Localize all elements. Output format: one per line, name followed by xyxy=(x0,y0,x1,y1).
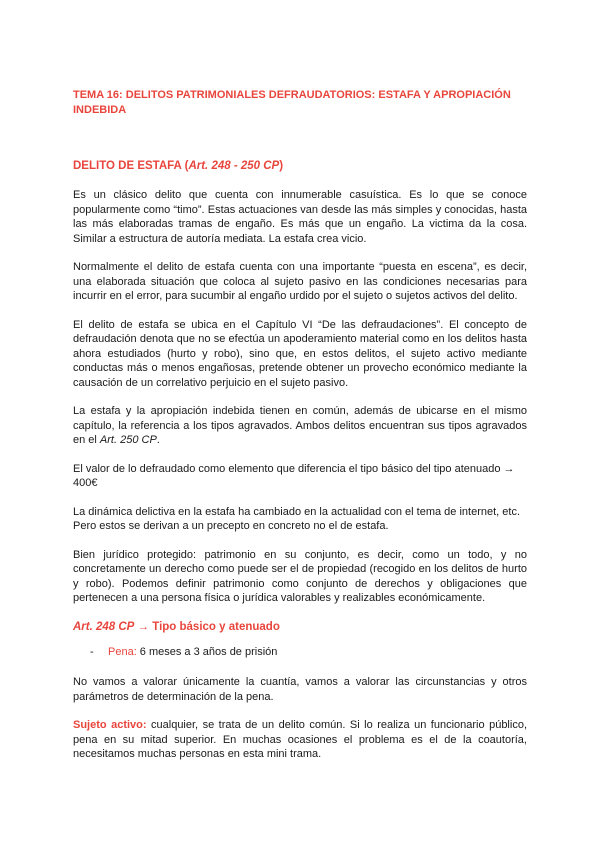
paragraph-sujeto xyxy=(73,718,527,762)
pena-text: 6 meses a 3 años de prisión xyxy=(136,645,278,658)
document-title: TEMA 16: DELITOS PATRIMONIALES DEFRAUDATORIOS: ESTAFA Y APROPIACIÓN INDEBIDA xyxy=(73,89,511,116)
pena-bullet xyxy=(73,645,527,660)
paragraph-1: Es un clásico delito que cuenta con innumerable casuística. Es lo que se conoce popularmente como “timo”. Estas actuaciones van desde las más simples y conocidas, hasta las más elaboradas tramas de engaño. Es más que un engaño. La victima da la cosa. Similar a estructura de autoría mediata. La estafa crea vicio. xyxy=(73,189,527,245)
paragraph-2: Normalmente el delito de estafa cuenta con una importante “puesta en escena”, es decir, una elaborada situación que coloca al sujeto pasivo en las condiciones necesarias para incurrir en el error, para sucumbir al engaño urdido por el sujeto o sujetos activos del delito. xyxy=(73,261,527,302)
paragraph-4-end: . xyxy=(156,434,160,446)
paragraph-4-text: La estafa y la apropiación indebida tienen en común, además de ubicarse en el mismo capítulo, la referencia a los tipos agravados. Ambos delitos encuentran sus tipos agravados en el xyxy=(73,405,527,446)
pena-label: Pena: xyxy=(108,645,137,658)
art-248-heading xyxy=(73,620,527,635)
sujeto-text: cualquier, se trata de un delito común. Si lo realiza un funcionario público, pena en su mitad superior. En muchas ocasiones el problema es el de la coautoría, necesitamos muchas personas en esta mini trama. xyxy=(73,719,527,760)
paragraph-5: El valor de lo defraudado como elemento que diferencia el tipo básico del tipo atenuado → 400€ xyxy=(73,462,515,489)
bullet-dash: - xyxy=(90,645,94,658)
paragraph-4-ref: Art. 250 CP xyxy=(99,434,157,446)
section-heading-close: ) xyxy=(279,160,284,172)
paragraph-8: No vamos a valorar únicamente la cuantía, vamos a valorar las circunstancias y otros parámetros de determinación de la pena. xyxy=(73,676,527,703)
paragraph-7: Bien jurídico protegido: patrimonio en su conjunto, es decir, como un todo, y no concretamente un derecho como puede ser el de propiedad (recogido en los delitos de hurto y robo). Podemos definir patrimonio como conjunto de derechos y obligaciones que pertenecen a una persona física o jurídica valorables y realizables económicamente. xyxy=(73,548,527,604)
section-heading xyxy=(73,159,527,174)
section-heading-ref: Art. 248 - 250 CP xyxy=(188,160,280,172)
section-heading-text: DELITO DE ESTAFA ( xyxy=(73,160,189,172)
art-248-rest: → Tipo básico y atenuado xyxy=(134,620,280,633)
paragraph-6: La dinámica delictiva en la estafa ha cambiado en la actualidad con el tema de internet, etc. Pero estos se derivan a un precepto en concreto no el de estafa. xyxy=(73,505,520,532)
bullet-content xyxy=(108,645,277,660)
art-248-ref: Art. 248 CP xyxy=(73,620,135,633)
paragraph-3: El delito de estafa se ubica en el Capítulo VI “De las defraudaciones”. El concepto de defraudación denota que no se efectúa un apoderamiento material como en los delitos hasta ahora estudiados (hurto y robo), sino que, en estos delitos, el sujeto activo mediante conductas más o menos engañosas, pretende obtener un provecho económico mediante la causación de un correlativo perjuicio en el sujeto pasivo. xyxy=(73,318,527,389)
sujeto-label: Sujeto activo: xyxy=(73,719,147,731)
paragraph-4 xyxy=(73,404,527,448)
